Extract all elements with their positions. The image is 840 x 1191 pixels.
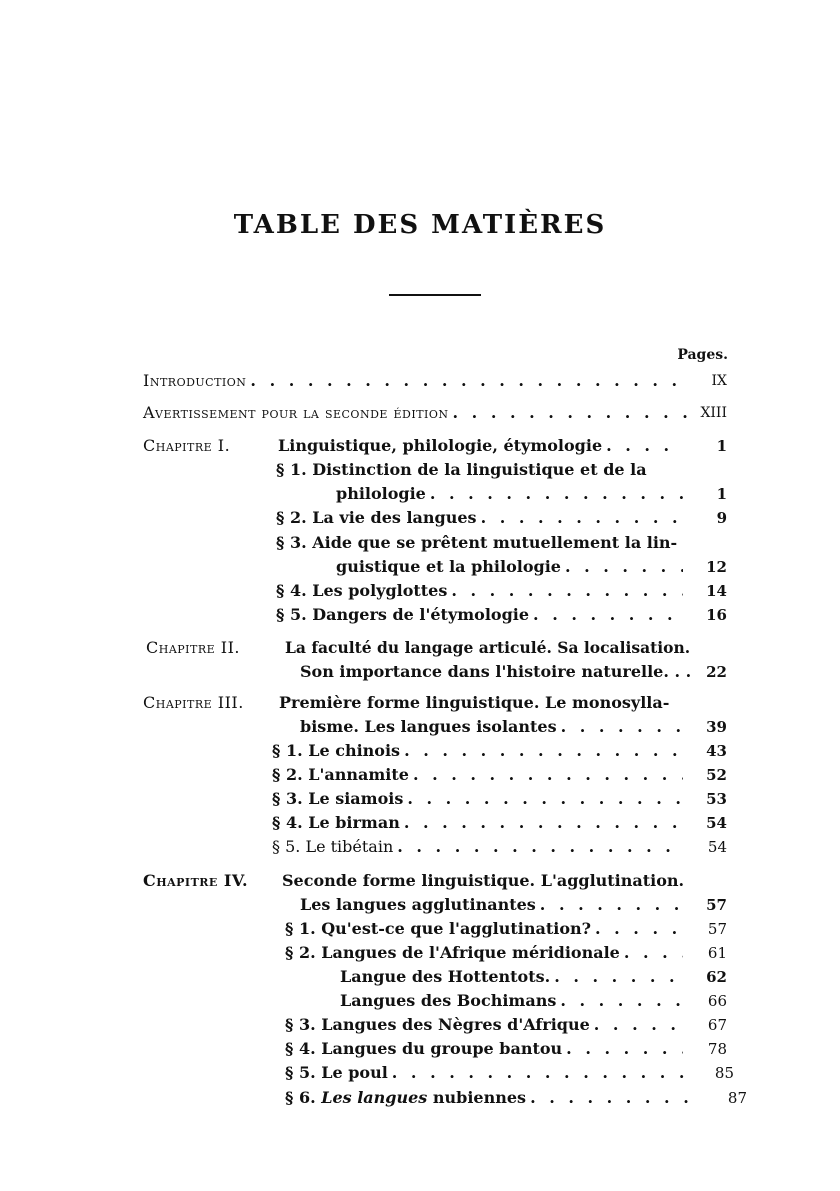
toc-page-number: 14: [706, 582, 727, 600]
toc-entry-section[interactable]: [285, 942, 683, 964]
toc-page-number: 62: [706, 968, 727, 986]
toc-entry-section[interactable]: [272, 764, 683, 786]
toc-page-number: 57: [707, 920, 727, 938]
toc-entry-label: § 5. Dangers de l'étymologie: [276, 605, 530, 624]
toc-page-number: 1: [716, 485, 727, 503]
toc-page-number: 54: [706, 814, 727, 832]
toc-page-number: IX: [711, 373, 727, 389]
toc-entry-label: Seconde forme linguistique. L'agglutination.: [282, 871, 685, 890]
chapter-label: Chapitre I.: [143, 436, 231, 455]
toc-entry-chapter-4-cont[interactable]: [300, 894, 683, 916]
toc-entry-section[interactable]: [336, 556, 683, 578]
page-title: TABLE DES MATIÈRES: [233, 210, 607, 240]
toc-entry-section[interactable]: [276, 604, 683, 626]
toc-entry-section[interactable]: [276, 459, 696, 481]
toc-entry-label: § 1. Le chinois: [272, 741, 401, 760]
toc-entry-label: § 4. Les polyglottes: [276, 581, 448, 600]
toc-entry-label: § 3. Le siamois: [272, 789, 404, 808]
toc-page-number: 85: [714, 1064, 734, 1082]
toc-page-number: 22: [706, 663, 727, 681]
toc-page-number: 12: [706, 558, 727, 576]
toc-entry-label: § 2. Langues de l'Afrique méridionale: [285, 943, 620, 962]
toc-page-number: 57: [706, 896, 727, 914]
toc-entry-section[interactable]: [272, 836, 683, 858]
chapter-label: Chapitre IV.: [143, 871, 249, 890]
toc-entry-label: § 5. Le poul: [285, 1063, 388, 1082]
toc-entry-section[interactable]: [276, 507, 683, 529]
toc-page-number: 78: [707, 1040, 727, 1058]
toc-entry-introduction[interactable]: [143, 370, 683, 392]
toc-page-number: 87: [727, 1089, 747, 1107]
toc-entry-label-italic: Les langues: [321, 1088, 428, 1107]
toc-entry-label: Première forme linguistique. Le monosylla-: [279, 693, 670, 712]
toc-entry-label: guistique et la philologie: [336, 557, 561, 576]
toc-entry-label: philologie: [336, 484, 426, 503]
toc-entry-subsection[interactable]: [340, 966, 683, 988]
toc-entry-chapter-1[interactable]: [278, 435, 683, 457]
toc-entry-label: Introduction: [143, 371, 247, 390]
toc-entry-label: Langue des Hottentots.: [340, 967, 551, 986]
toc-page-number: 53: [706, 790, 727, 808]
chapter-label: Chapitre III.: [143, 693, 244, 712]
toc-entry-section[interactable]: [272, 740, 683, 762]
section-number: § 6.: [285, 1088, 316, 1107]
chapter-label: Chapitre II.: [146, 638, 240, 657]
toc-entry-section[interactable]: [276, 580, 683, 602]
toc-page-number: 9: [716, 509, 727, 527]
toc-entry-section[interactable]: [285, 1038, 683, 1060]
toc-page-number: 52: [706, 766, 727, 784]
title-rule: [389, 294, 481, 296]
toc-entry-label: bisme. Les langues isolantes: [300, 717, 557, 736]
toc-entry-chapter-2-cont[interactable]: [300, 661, 692, 683]
toc-entry-label: § 3. Aide que se prêtent mutuellement la lin-: [276, 533, 678, 552]
toc-entry-label: Avertissement pour la seconde édition: [143, 403, 449, 422]
toc-entry-label: Les langues agglutinantes: [300, 895, 536, 914]
toc-entry-label: § 5. Le tibétain: [272, 837, 394, 856]
toc-entry-section[interactable]: [272, 812, 683, 834]
toc-entry-section[interactable]: [285, 1087, 703, 1109]
toc-entry-label: Linguistique, philologie, étymologie: [278, 436, 603, 455]
toc-entry-label: § 4. Langues du groupe bantou: [285, 1039, 563, 1058]
toc-page-number: 16: [706, 606, 727, 624]
toc-entry-chapter-4[interactable]: [282, 870, 702, 892]
toc-page-number: 43: [706, 742, 727, 760]
toc-entry-section[interactable]: [272, 788, 683, 810]
toc-entry-section[interactable]: [336, 483, 683, 505]
toc-entry-label: § 2. La vie des langues: [276, 508, 477, 527]
toc-page-number: 54: [707, 838, 727, 856]
toc-entry-section[interactable]: [285, 1014, 683, 1036]
toc-entry-label: § 1. Qu'est-ce que l'agglutination?: [285, 919, 592, 938]
toc-page-number: 1: [716, 437, 727, 455]
toc-entry-chapter-2[interactable]: [285, 637, 705, 659]
pages-column-header: Pages.: [677, 347, 728, 363]
toc-entry-section[interactable]: [276, 532, 696, 554]
toc-entry-label: § 3. Langues des Nègres d'Afrique: [285, 1015, 590, 1034]
toc-entry-chapter-3-cont[interactable]: [300, 716, 683, 738]
toc-entry-label: La faculté du langage articulé. Sa localisation.: [285, 638, 691, 657]
toc-entry-label: § 2. L'annamite: [272, 765, 409, 784]
toc-page-number: 61: [707, 944, 727, 962]
toc-entry-section[interactable]: [285, 918, 683, 940]
toc-entry-label: § 4. Le birman: [272, 813, 400, 832]
toc-page-number: 66: [707, 992, 727, 1010]
toc-entry-section[interactable]: [285, 1062, 689, 1084]
toc-entry-label: Son importance dans l'histoire naturelle. . .: [300, 662, 692, 681]
toc-entry-avertissement[interactable]: [143, 402, 691, 424]
toc-page-number: 67: [707, 1016, 727, 1034]
toc-page-number: 39: [706, 718, 727, 736]
toc-entry-label: Langues des Bochimans: [340, 991, 557, 1010]
toc-entry-label: § 1. Distinction de la linguistique et de la: [276, 460, 647, 479]
toc-entry-label: nubiennes: [432, 1088, 527, 1107]
toc-entry-subsection[interactable]: [340, 990, 683, 1012]
toc-page-number: XIII: [700, 405, 727, 421]
toc-entry-chapter-3[interactable]: [279, 692, 699, 714]
